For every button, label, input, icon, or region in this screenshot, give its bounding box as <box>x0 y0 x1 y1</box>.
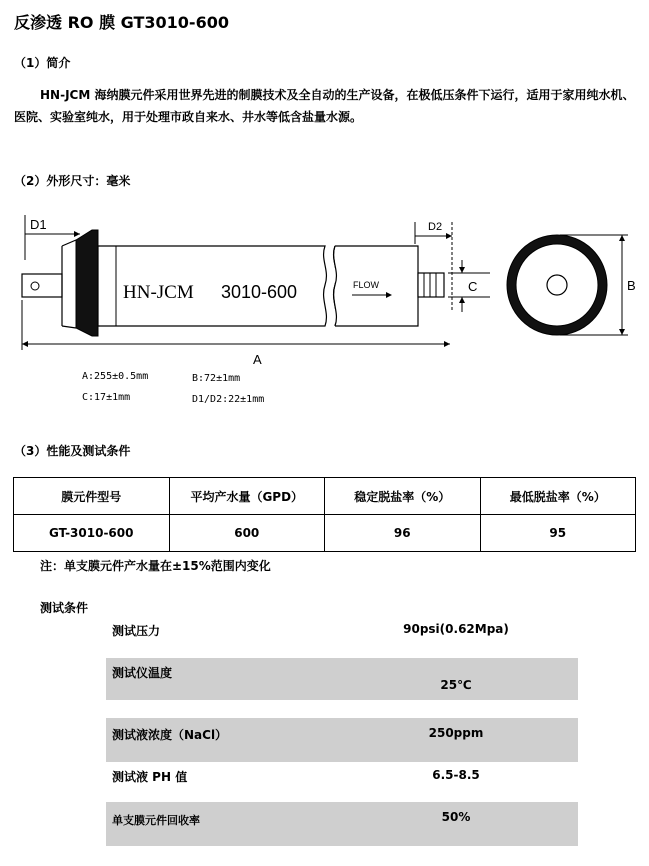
condition-label: 测试压力 <box>112 624 161 638</box>
label-d2: D2 <box>428 221 443 233</box>
label-c: C <box>468 279 478 294</box>
intro-heading: （1）简介 <box>14 56 71 70</box>
spec-d: D1/D2:22±1mm <box>192 394 265 405</box>
table-header-row <box>14 478 636 515</box>
condition-row-pressure <box>106 617 578 643</box>
end-view-core-icon <box>547 275 567 295</box>
condition-label: 测试仪温度 <box>112 666 173 680</box>
table-header: 最低脱盐率（%） <box>480 478 636 515</box>
product-tube <box>418 273 444 297</box>
condition-row-recovery <box>106 802 578 846</box>
label-a: A <box>253 352 262 367</box>
table-cell: 96 <box>325 515 481 552</box>
condition-row-temperature <box>106 658 578 700</box>
condition-value: 250ppm <box>428 726 484 740</box>
conditions-heading: 测试条件 <box>40 601 89 615</box>
condition-value: 50% <box>441 810 471 824</box>
performance-heading: （3）性能及测试条件 <box>14 444 131 458</box>
condition-row-concentration <box>106 718 578 762</box>
condition-value: 6.5-8.5 <box>432 768 480 782</box>
condition-row-ph <box>106 762 578 788</box>
brine-seal <box>76 230 98 336</box>
spec-c: C:17±1mm <box>82 392 131 403</box>
table-row <box>14 515 636 552</box>
brand-label: HN-JCM <box>123 282 194 303</box>
condition-value: 90psi(0.62Mpa) <box>403 622 509 636</box>
condition-label: 测试液浓度（NaCl） <box>112 728 228 742</box>
table-header: 膜元件型号 <box>14 478 170 515</box>
flow-label: FLOW <box>353 280 379 290</box>
left-connector <box>22 274 62 297</box>
condition-value: 25℃ <box>440 678 472 692</box>
table-header: 稳定脱盐率（%） <box>325 478 481 515</box>
connector-hole-icon <box>31 282 39 290</box>
dimensions-heading: （2）外形尺寸：毫米 <box>14 174 131 188</box>
spec-b: B:72±1mm <box>192 373 241 384</box>
table-cell: 95 <box>480 515 636 552</box>
membrane-dimension-drawing <box>0 200 649 415</box>
table-cell: GT-3010-600 <box>14 515 170 552</box>
model-label: 3010-600 <box>221 282 298 302</box>
table-header: 平均产水量（GPD） <box>169 478 325 515</box>
label-d1: D1 <box>30 217 47 232</box>
performance-table <box>13 477 636 552</box>
intro-text: HN-JCM 海纳膜元件采用世界先进的制膜技术及全自动的生产设备，在极低压条件下运行，适用于家用纯水机、医院、实验室纯水，用于处理市政自来水、井水等低含盐量水源。 <box>14 88 635 124</box>
spec-a: A:255±0.5mm <box>82 371 149 382</box>
condition-label: 单支膜元件回收率 <box>112 814 200 827</box>
table-cell: 600 <box>169 515 325 552</box>
page-title: 反渗透 RO 膜 GT3010-600 <box>14 13 229 32</box>
label-b: B <box>627 278 636 293</box>
condition-label: 测试液 PH 值 <box>112 770 188 784</box>
table-note: 注：单支膜元件产水量在±15%范围内变化 <box>40 559 271 573</box>
